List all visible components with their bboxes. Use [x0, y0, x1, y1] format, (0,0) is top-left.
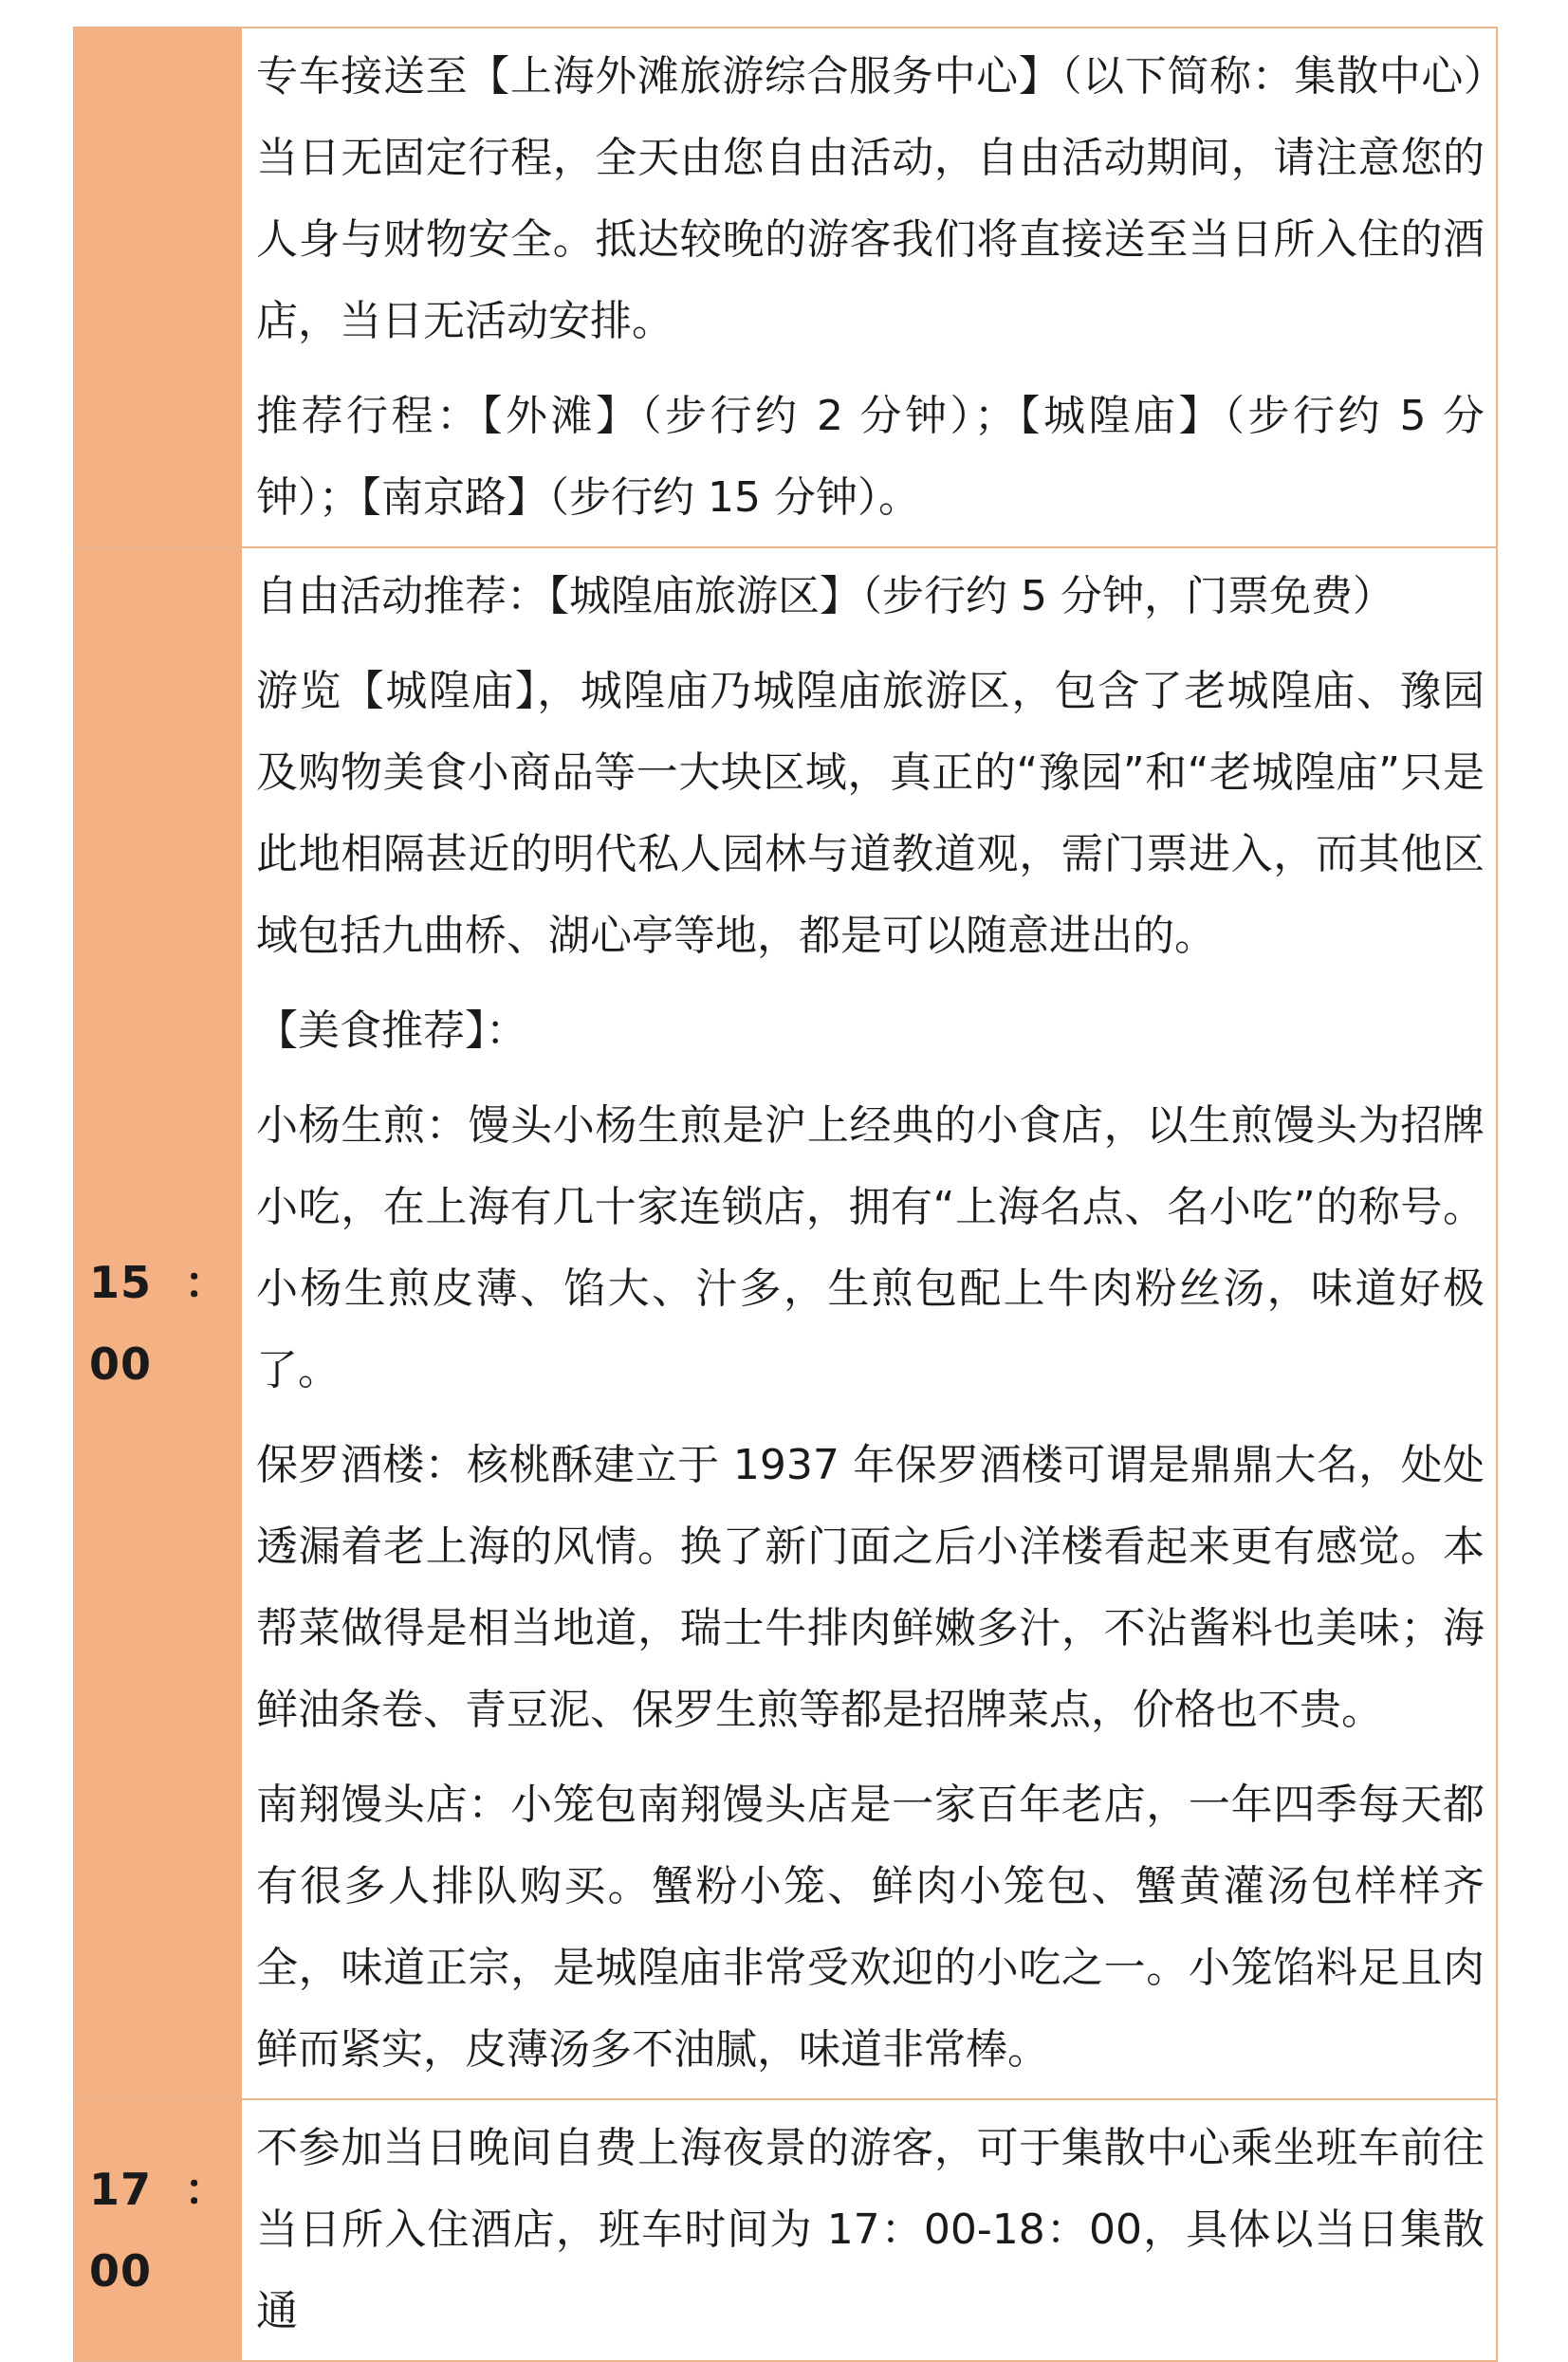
content-cell	[241, 547, 1497, 2099]
paragraph: 推荐行程：【外滩】（步行约 2 分钟）；【城隍庙】（步行约 5 分钟）；【南京路】（步行约 15 分钟）。	[256, 392, 1485, 522]
time-minute: 00	[89, 1338, 153, 1390]
itinerary-row	[74, 28, 1497, 547]
time-cell	[74, 547, 241, 2099]
paragraph: 自由活动推荐：【城隍庙旅游区】（步行约 5 分钟，门票免费）	[256, 572, 1394, 620]
paragraph: 保罗酒楼：核桃酥建立于 1937 年保罗酒楼可谓是鼎鼎大名，处处透漏着老上海的风情。换了新门面之后小洋楼看起来更有感觉。本帮菜做得是相当地道，瑞士牛排肉鲜嫩多汁，不沾酱料也美味；海鲜油条卷、青豆泥、保罗生煎等都是招牌菜点，价格也不贵。	[256, 1441, 1485, 1734]
section-heading: 【美食推荐】：	[256, 1006, 527, 1055]
paragraph: 专车接送至【上海外滩旅游综合服务中心】（以下简称：集散中心）当日无固定行程，全天由您自由活动，自由活动期间，请注意您的人身与财物安全。抵达较晚的游客我们将直接送至当日所入住的酒店，当日无活动安排。	[256, 52, 1485, 345]
content-cell	[241, 2099, 1497, 2361]
paragraph: 小杨生煎：馒头小杨生煎是沪上经典的小食店，以生煎馒头为招牌小吃，在上海有几十家连锁店，拥有“上海名点、名小吃”的称号。小杨生煎皮薄、馅大、汁多，生煎包配上牛肉粉丝汤，味道好极了。	[256, 1101, 1485, 1394]
itinerary-table	[73, 27, 1498, 2362]
time-hour: 15 ：	[89, 1257, 230, 1308]
itinerary-row	[74, 2099, 1497, 2361]
time-cell	[74, 28, 241, 547]
itinerary-row	[74, 547, 1497, 2099]
paragraph: 不参加当日晚间自费上海夜景的游客，可于集散中心乘坐班车前往当日所入住酒店，班车时间为 17：00-18：00，具体以当日集散通	[256, 2124, 1485, 2335]
time-minute: 00	[89, 2245, 153, 2297]
time-hour: 17 ：	[89, 2164, 230, 2215]
content-cell	[241, 28, 1497, 547]
paragraph: 游览【城隍庙】，城隍庙乃城隍庙旅游区，包含了老城隍庙、豫园及购物美食小商品等一大块区域，真正的“豫园”和“老城隍庙”只是此地相隔甚近的明代私人园林与道教道观，需门票进入，而其他区域包括九曲桥、湖心亭等地，都是可以随意进出的。	[256, 667, 1485, 960]
time-cell	[74, 2099, 241, 2361]
paragraph: 南翔馒头店：小笼包南翔馒头店是一家百年老店，一年四季每天都有很多人排队购买。蟹粉小笼、鲜肉小笼包、蟹黄灌汤包样样齐全，味道正宗，是城隍庙非常受欢迎的小吃之一。小笼馅料足且肉鲜而紧实，皮薄汤多不油腻，味道非常棒。	[256, 1781, 1485, 2074]
